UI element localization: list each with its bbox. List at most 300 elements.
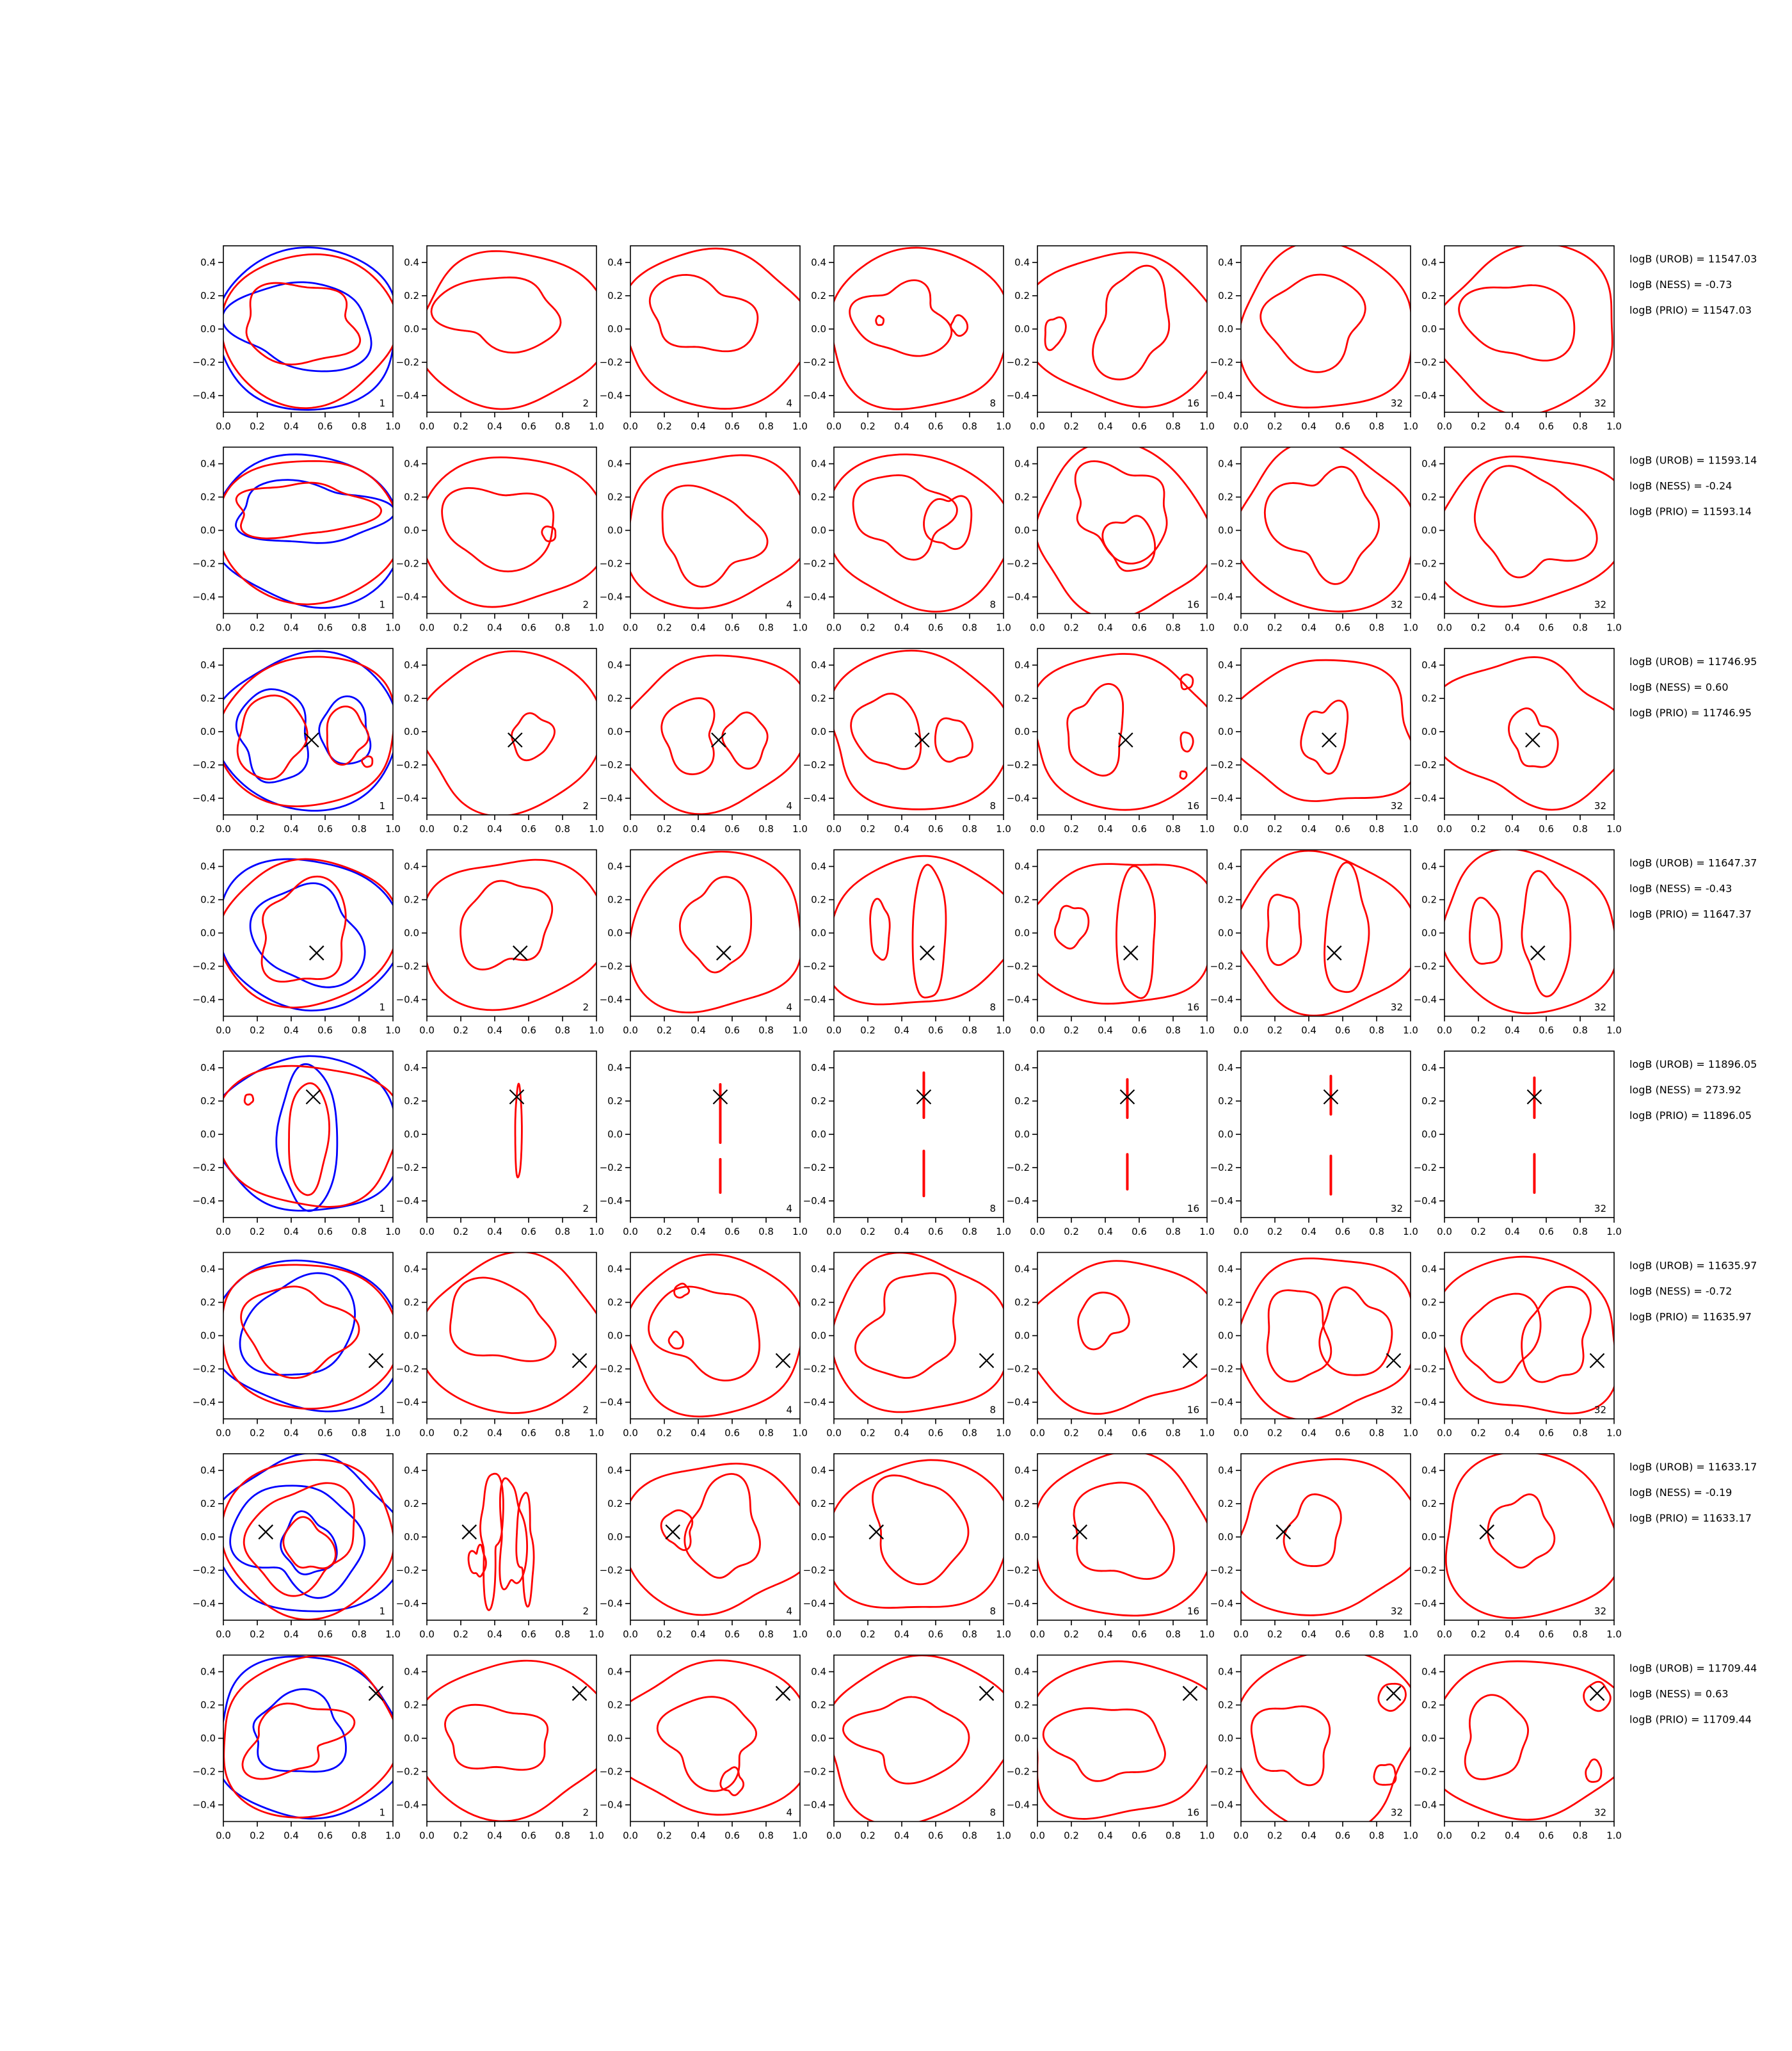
y-tick-label: 0.4 xyxy=(1014,257,1030,268)
y-tick-label: 0.2 xyxy=(404,290,419,302)
x-tick-label: 0.6 xyxy=(1335,1427,1350,1439)
y-tick-label: 0.4 xyxy=(1218,860,1233,873)
y-tick-label: −0.2 xyxy=(1210,960,1233,972)
x-tick-label: 1.0 xyxy=(792,1427,808,1439)
x-tick-label: 0.4 xyxy=(284,1226,299,1237)
sample-count-label: 16 xyxy=(1187,1203,1199,1214)
x-tick-label: 0.8 xyxy=(555,1629,570,1640)
y-tick-label: 0.4 xyxy=(1014,659,1030,671)
x-tick-label: 1.0 xyxy=(1606,1226,1622,1237)
x-tick-label: 1.0 xyxy=(1199,622,1215,634)
y-tick-label: −0.2 xyxy=(1210,759,1233,771)
sample-count-label: 4 xyxy=(786,1404,792,1416)
y-tick-label: 0.0 xyxy=(1421,1330,1437,1342)
y-tick-label: −0.4 xyxy=(599,390,623,401)
y-tick-label: −0.2 xyxy=(396,960,419,972)
y-tick-label: 0.2 xyxy=(1421,1296,1437,1308)
y-tick-label: 0.4 xyxy=(1014,1666,1030,1678)
y-tick-label: 0.2 xyxy=(1421,1699,1437,1711)
x-tick-label: 0.8 xyxy=(962,823,977,835)
y-tick-label: 0.2 xyxy=(1421,693,1437,704)
x-tick-label: 0.4 xyxy=(691,622,706,634)
x-tick-label: 0.4 xyxy=(1505,823,1520,835)
y-tick-label: −0.4 xyxy=(803,792,826,804)
y-tick-label: 0.0 xyxy=(200,726,216,737)
y-tick-label: 0.4 xyxy=(607,860,623,873)
sample-count-label: 32 xyxy=(1594,1001,1606,1013)
x-tick-label: 0.6 xyxy=(317,1427,333,1439)
y-tick-label: −0.2 xyxy=(192,357,216,368)
x-tick-label: 0.4 xyxy=(284,1024,299,1036)
y-tick-label: −0.4 xyxy=(192,1396,216,1408)
x-tick-label: 0.8 xyxy=(1369,1427,1384,1439)
x-tick-label: 0.4 xyxy=(1505,1226,1520,1237)
x-tick-label: 1.0 xyxy=(589,1830,604,1842)
x-tick-label: 0.8 xyxy=(758,622,774,634)
y-tick-label: 0.0 xyxy=(1421,726,1437,737)
x-tick-label: 0.2 xyxy=(250,1830,265,1842)
x-tick-label: 0.0 xyxy=(826,1830,842,1842)
x-tick-label: 1.0 xyxy=(1199,1830,1215,1842)
x-tick-label: 0.4 xyxy=(1505,1024,1520,1036)
y-tick-label: −0.2 xyxy=(1006,1765,1030,1778)
y-tick-label: 0.2 xyxy=(200,894,216,906)
y-tick-label: 0.0 xyxy=(607,726,623,737)
y-tick-label: −0.2 xyxy=(1210,558,1233,570)
x-tick-label: 0.4 xyxy=(894,823,909,835)
y-tick-label: 0.4 xyxy=(811,1062,826,1074)
sample-count-label: 4 xyxy=(786,800,792,812)
x-tick-label: 0.0 xyxy=(1030,1226,1045,1237)
x-tick-label: 0.2 xyxy=(453,1024,468,1036)
y-tick-label: 0.4 xyxy=(404,1062,419,1074)
sample-count-label: 8 xyxy=(989,599,996,611)
y-tick-label: 0.0 xyxy=(1014,1129,1030,1140)
y-tick-label: 0.4 xyxy=(1014,1465,1030,1476)
x-tick-label: 0.0 xyxy=(419,421,435,432)
x-tick-label: 0.2 xyxy=(657,1427,672,1439)
x-tick-label: 0.8 xyxy=(351,1830,367,1842)
x-tick-label: 1.0 xyxy=(385,823,401,835)
x-tick-label: 0.4 xyxy=(894,421,909,432)
y-tick-label: −0.2 xyxy=(1006,960,1030,972)
y-tick-label: 0.0 xyxy=(200,1531,216,1543)
y-tick-label: −0.2 xyxy=(803,1162,826,1173)
x-tick-label: 0.8 xyxy=(555,1024,570,1036)
x-tick-label: 0.2 xyxy=(250,1427,265,1439)
x-tick-label: 0.0 xyxy=(1030,1830,1045,1842)
x-tick-label: 0.2 xyxy=(250,1226,265,1237)
y-tick-label: 0.4 xyxy=(607,1666,623,1678)
logb-ness-annotation: logB (NESS) = 0.63 xyxy=(1629,1687,1729,1700)
sample-count-label: 1 xyxy=(379,599,385,611)
x-tick-label: 0.4 xyxy=(894,1024,909,1036)
x-tick-label: 1.0 xyxy=(589,421,604,432)
y-tick-label: 0.0 xyxy=(607,1531,623,1543)
x-tick-label: 0.4 xyxy=(487,1226,502,1237)
x-tick-label: 0.6 xyxy=(317,823,333,835)
y-tick-label: 0.4 xyxy=(1218,1263,1233,1275)
x-tick-label: 0.0 xyxy=(216,1830,231,1842)
x-tick-label: 0.2 xyxy=(1064,823,1079,835)
y-tick-label: −0.4 xyxy=(1413,792,1437,804)
logb-ness-annotation: logB (NESS) = 273.92 xyxy=(1629,1084,1741,1096)
y-tick-label: −0.2 xyxy=(1210,1765,1233,1778)
x-tick-label: 1.0 xyxy=(792,1024,808,1036)
y-tick-label: 0.4 xyxy=(1421,1062,1437,1074)
x-tick-label: 0.0 xyxy=(216,1427,231,1439)
y-tick-label: 0.4 xyxy=(1421,1666,1437,1678)
y-tick-label: 0.4 xyxy=(1421,458,1437,470)
y-tick-label: 0.2 xyxy=(200,693,216,704)
x-tick-label: 0.4 xyxy=(894,622,909,634)
y-tick-label: −0.2 xyxy=(599,1564,623,1576)
x-tick-label: 1.0 xyxy=(996,1629,1011,1640)
x-tick-label: 0.6 xyxy=(724,1629,740,1640)
x-tick-label: 1.0 xyxy=(1606,622,1622,634)
x-tick-label: 0.0 xyxy=(419,1830,435,1842)
y-tick-label: −0.2 xyxy=(599,960,623,972)
sample-count-label: 1 xyxy=(379,1001,385,1013)
y-tick-label: 0.4 xyxy=(404,458,419,470)
x-tick-label: 0.6 xyxy=(1335,421,1350,432)
x-tick-label: 0.6 xyxy=(1539,1830,1554,1842)
sample-count-label: 32 xyxy=(1594,398,1606,409)
x-tick-label: 0.2 xyxy=(1471,1629,1486,1640)
y-tick-label: 0.0 xyxy=(811,1732,826,1744)
y-tick-label: 0.4 xyxy=(404,860,419,873)
x-tick-label: 0.4 xyxy=(691,421,706,432)
y-tick-label: −0.4 xyxy=(803,591,826,603)
y-tick-label: −0.2 xyxy=(1006,1363,1030,1375)
x-tick-label: 0.8 xyxy=(1165,823,1181,835)
x-tick-label: 0.4 xyxy=(1301,1226,1316,1237)
y-tick-label: 0.2 xyxy=(1421,290,1437,302)
y-tick-label: −0.4 xyxy=(396,1396,419,1408)
x-tick-label: 0.8 xyxy=(758,1427,774,1439)
x-tick-label: 0.2 xyxy=(250,622,265,634)
y-tick-label: 0.4 xyxy=(607,257,623,268)
y-tick-label: −0.4 xyxy=(396,1799,419,1811)
x-tick-label: 0.2 xyxy=(860,1024,876,1036)
x-tick-label: 0.6 xyxy=(928,1629,943,1640)
x-tick-label: 0.4 xyxy=(1098,421,1113,432)
x-tick-label: 1.0 xyxy=(1403,622,1418,634)
y-tick-label: 0.0 xyxy=(200,323,216,335)
x-tick-label: 1.0 xyxy=(1199,1629,1215,1640)
x-tick-label: 0.6 xyxy=(521,421,536,432)
x-tick-label: 1.0 xyxy=(996,823,1011,835)
y-tick-label: 0.0 xyxy=(404,1330,419,1342)
y-tick-label: 0.2 xyxy=(404,894,419,906)
x-tick-label: 0.0 xyxy=(826,1226,842,1237)
x-tick-label: 0.8 xyxy=(962,1226,977,1237)
sample-count-label: 4 xyxy=(786,1001,792,1013)
y-tick-label: 0.4 xyxy=(811,458,826,470)
y-tick-label: 0.2 xyxy=(811,1296,826,1308)
y-tick-label: 0.2 xyxy=(1218,1498,1233,1509)
y-tick-label: 0.0 xyxy=(811,323,826,335)
y-tick-label: 0.2 xyxy=(404,693,419,704)
y-tick-label: −0.4 xyxy=(396,390,419,401)
logb-urob-annotation: logB (UROB) = 11709.44 xyxy=(1629,1662,1757,1675)
x-tick-label: 0.6 xyxy=(928,421,943,432)
y-tick-label: −0.4 xyxy=(1413,591,1437,603)
y-tick-label: 0.2 xyxy=(1014,1498,1030,1509)
x-tick-label: 0.2 xyxy=(453,421,468,432)
x-tick-label: 0.2 xyxy=(1064,1226,1079,1237)
sample-count-label: 2 xyxy=(582,1404,589,1416)
y-tick-label: 0.4 xyxy=(404,1465,419,1476)
sample-count-label: 1 xyxy=(379,1404,385,1416)
y-tick-label: 0.2 xyxy=(1218,693,1233,704)
y-tick-label: 0.0 xyxy=(1218,1732,1233,1744)
y-tick-label: 0.0 xyxy=(1014,524,1030,536)
y-tick-label: −0.2 xyxy=(396,759,419,771)
x-tick-label: 0.8 xyxy=(1572,1427,1588,1439)
logb-ness-annotation: logB (NESS) = -0.72 xyxy=(1629,1285,1732,1298)
x-tick-label: 1.0 xyxy=(1403,1830,1418,1842)
y-tick-label: 0.0 xyxy=(1218,927,1233,939)
logb-prio-annotation: logB (PRIO) = 11633.17 xyxy=(1629,1512,1752,1524)
y-tick-label: −0.4 xyxy=(1006,993,1030,1006)
x-tick-label: 0.8 xyxy=(1572,1024,1588,1036)
sample-count-label: 32 xyxy=(1390,398,1403,409)
sample-count-label: 2 xyxy=(582,1001,589,1013)
x-tick-label: 0.0 xyxy=(826,1024,842,1036)
x-tick-label: 0.0 xyxy=(826,823,842,835)
y-tick-label: −0.4 xyxy=(1006,1195,1030,1207)
y-tick-label: −0.4 xyxy=(192,1799,216,1811)
y-tick-label: −0.4 xyxy=(1210,591,1233,603)
y-tick-label: −0.4 xyxy=(1413,993,1437,1006)
y-tick-label: −0.2 xyxy=(192,1363,216,1375)
x-tick-label: 0.2 xyxy=(860,622,876,634)
y-tick-label: −0.4 xyxy=(1210,1598,1233,1609)
y-tick-label: −0.4 xyxy=(192,591,216,603)
y-tick-label: 0.0 xyxy=(404,726,419,737)
y-tick-label: 0.0 xyxy=(1014,927,1030,939)
x-tick-label: 0.6 xyxy=(317,622,333,634)
x-tick-label: 0.4 xyxy=(487,1024,502,1036)
y-tick-label: 0.0 xyxy=(607,524,623,536)
sample-count-label: 32 xyxy=(1390,1404,1403,1416)
y-tick-label: 0.2 xyxy=(1014,491,1030,503)
x-tick-label: 0.8 xyxy=(1572,1226,1588,1237)
x-tick-label: 0.6 xyxy=(1335,1629,1350,1640)
x-tick-label: 0.8 xyxy=(962,421,977,432)
x-tick-label: 0.0 xyxy=(1233,1024,1249,1036)
x-tick-label: 1.0 xyxy=(385,1427,401,1439)
y-tick-label: 0.4 xyxy=(1218,1666,1233,1678)
y-tick-label: 0.4 xyxy=(200,1666,216,1678)
y-tick-label: 0.0 xyxy=(1218,1330,1233,1342)
x-tick-label: 0.0 xyxy=(1437,1830,1452,1842)
y-tick-label: 0.0 xyxy=(811,927,826,939)
x-tick-label: 0.8 xyxy=(1165,421,1181,432)
x-tick-label: 0.4 xyxy=(1301,421,1316,432)
sample-count-label: 8 xyxy=(989,1001,996,1013)
x-tick-label: 0.8 xyxy=(1165,1024,1181,1036)
y-tick-label: −0.4 xyxy=(192,993,216,1006)
x-tick-label: 0.2 xyxy=(860,1427,876,1439)
logb-ness-annotation: logB (NESS) = -0.24 xyxy=(1629,479,1732,492)
y-tick-label: 0.4 xyxy=(811,257,826,268)
x-tick-label: 0.4 xyxy=(1098,1226,1113,1237)
y-tick-label: −0.2 xyxy=(599,759,623,771)
x-tick-label: 0.4 xyxy=(1301,1629,1316,1640)
y-tick-label: 0.0 xyxy=(1014,726,1030,737)
x-tick-label: 0.8 xyxy=(1369,1024,1384,1036)
y-tick-label: −0.4 xyxy=(1006,1396,1030,1408)
logb-prio-annotation: logB (PRIO) = 11709.44 xyxy=(1629,1713,1752,1726)
y-tick-label: 0.4 xyxy=(1014,458,1030,470)
x-tick-label: 0.8 xyxy=(758,1024,774,1036)
y-tick-label: −0.2 xyxy=(1413,357,1437,368)
y-tick-label: −0.4 xyxy=(192,1195,216,1207)
y-tick-label: −0.2 xyxy=(1413,1765,1437,1778)
y-tick-label: 0.4 xyxy=(200,860,216,873)
x-tick-label: 0.2 xyxy=(1267,1226,1283,1237)
x-tick-label: 1.0 xyxy=(1199,1427,1215,1439)
y-tick-label: 0.0 xyxy=(404,1732,419,1744)
y-tick-label: −0.4 xyxy=(396,993,419,1006)
x-tick-label: 0.2 xyxy=(250,421,265,432)
sample-count-label: 2 xyxy=(582,800,589,812)
y-tick-label: −0.4 xyxy=(1006,1799,1030,1811)
x-tick-label: 0.6 xyxy=(1132,1427,1147,1439)
x-tick-label: 0.2 xyxy=(860,421,876,432)
x-tick-label: 1.0 xyxy=(589,1427,604,1439)
y-tick-label: 0.2 xyxy=(1218,290,1233,302)
logb-urob-annotation: logB (UROB) = 11896.05 xyxy=(1629,1058,1757,1070)
x-tick-label: 0.4 xyxy=(894,1427,909,1439)
y-tick-label: 0.2 xyxy=(1421,1498,1437,1509)
sample-count-label: 4 xyxy=(786,1203,792,1214)
x-tick-label: 0.8 xyxy=(1369,1226,1384,1237)
x-tick-label: 0.6 xyxy=(928,1024,943,1036)
y-tick-label: −0.2 xyxy=(192,960,216,972)
y-tick-label: −0.4 xyxy=(1006,792,1030,804)
x-tick-label: 0.4 xyxy=(1098,1830,1113,1842)
x-tick-label: 0.0 xyxy=(1437,622,1452,634)
y-tick-label: 0.4 xyxy=(1218,659,1233,671)
y-tick-label: −0.4 xyxy=(1413,390,1437,401)
y-tick-label: 0.0 xyxy=(1014,1531,1030,1543)
y-tick-label: −0.2 xyxy=(192,558,216,570)
y-tick-label: 0.2 xyxy=(200,290,216,302)
x-tick-label: 0.2 xyxy=(1267,622,1283,634)
y-tick-label: 0.2 xyxy=(1421,894,1437,906)
sample-count-label: 32 xyxy=(1390,599,1403,611)
y-tick-label: 0.2 xyxy=(607,1699,623,1711)
x-tick-label: 0.4 xyxy=(487,1830,502,1842)
x-tick-label: 0.4 xyxy=(1098,1427,1113,1439)
y-tick-label: 0.0 xyxy=(1218,524,1233,536)
y-tick-label: 0.2 xyxy=(607,1498,623,1509)
y-tick-label: −0.4 xyxy=(192,792,216,804)
x-tick-label: 0.2 xyxy=(657,1830,672,1842)
y-tick-label: 0.2 xyxy=(811,1699,826,1711)
x-tick-label: 0.0 xyxy=(1030,1629,1045,1640)
x-tick-label: 0.2 xyxy=(1267,1024,1283,1036)
x-tick-label: 1.0 xyxy=(996,421,1011,432)
y-tick-label: −0.2 xyxy=(396,1765,419,1778)
x-tick-label: 0.6 xyxy=(928,823,943,835)
x-tick-label: 0.8 xyxy=(758,1226,774,1237)
y-tick-label: 0.2 xyxy=(1014,1095,1030,1107)
y-tick-label: 0.4 xyxy=(1421,1263,1437,1275)
x-tick-label: 1.0 xyxy=(1403,1024,1418,1036)
x-tick-label: 0.6 xyxy=(521,1629,536,1640)
x-tick-label: 1.0 xyxy=(589,1629,604,1640)
x-tick-label: 0.6 xyxy=(1132,421,1147,432)
sample-count-label: 4 xyxy=(786,1806,792,1819)
x-tick-label: 1.0 xyxy=(1403,823,1418,835)
x-tick-label: 0.4 xyxy=(691,1226,706,1237)
x-tick-label: 0.4 xyxy=(894,1629,909,1640)
x-tick-label: 0.4 xyxy=(1098,823,1113,835)
y-tick-label: 0.2 xyxy=(1014,693,1030,704)
y-tick-label: 0.0 xyxy=(607,1129,623,1140)
x-tick-label: 0.0 xyxy=(826,1629,842,1640)
y-tick-label: −0.2 xyxy=(1006,1564,1030,1576)
sample-count-label: 1 xyxy=(379,398,385,409)
y-tick-label: 0.4 xyxy=(404,1263,419,1275)
x-tick-label: 1.0 xyxy=(1199,1226,1215,1237)
x-tick-label: 1.0 xyxy=(1403,1629,1418,1640)
sample-count-label: 16 xyxy=(1187,800,1199,812)
x-tick-label: 0.6 xyxy=(317,421,333,432)
y-tick-label: 0.2 xyxy=(811,290,826,302)
x-tick-label: 0.4 xyxy=(691,1629,706,1640)
y-tick-label: −0.2 xyxy=(396,558,419,570)
y-tick-label: −0.4 xyxy=(803,993,826,1006)
x-tick-label: 0.0 xyxy=(1233,1427,1249,1439)
y-tick-label: −0.4 xyxy=(192,1598,216,1609)
x-tick-label: 1.0 xyxy=(1606,1830,1622,1842)
y-tick-label: −0.2 xyxy=(1006,357,1030,368)
y-tick-label: 0.4 xyxy=(1421,257,1437,268)
x-tick-label: 0.2 xyxy=(453,622,468,634)
sample-count-label: 2 xyxy=(582,398,589,409)
y-tick-label: 0.0 xyxy=(404,1129,419,1140)
x-tick-label: 0.8 xyxy=(1369,1629,1384,1640)
x-tick-label: 0.8 xyxy=(351,823,367,835)
y-tick-label: −0.4 xyxy=(1413,1396,1437,1408)
y-tick-label: 0.2 xyxy=(607,1095,623,1107)
y-tick-label: 0.0 xyxy=(811,1531,826,1543)
y-tick-label: 0.2 xyxy=(404,1296,419,1308)
y-tick-label: −0.4 xyxy=(599,1598,623,1609)
y-tick-label: 0.4 xyxy=(1218,1062,1233,1074)
sample-count-label: 32 xyxy=(1594,1806,1606,1819)
y-tick-label: −0.2 xyxy=(1210,1162,1233,1173)
x-tick-label: 1.0 xyxy=(1403,1427,1418,1439)
y-tick-label: 0.4 xyxy=(1218,1465,1233,1476)
x-tick-label: 1.0 xyxy=(1403,421,1418,432)
x-tick-label: 1.0 xyxy=(1606,1024,1622,1036)
x-tick-label: 0.6 xyxy=(1132,1629,1147,1640)
sample-count-label: 32 xyxy=(1594,599,1606,611)
x-tick-label: 0.2 xyxy=(453,1830,468,1842)
y-tick-label: −0.2 xyxy=(1210,1363,1233,1375)
logb-urob-annotation: logB (UROB) = 11593.14 xyxy=(1629,454,1757,467)
x-tick-label: 0.6 xyxy=(724,421,740,432)
logb-urob-annotation: logB (UROB) = 11635.97 xyxy=(1629,1259,1757,1272)
sample-count-label: 4 xyxy=(786,398,792,409)
y-tick-label: −0.2 xyxy=(1413,759,1437,771)
